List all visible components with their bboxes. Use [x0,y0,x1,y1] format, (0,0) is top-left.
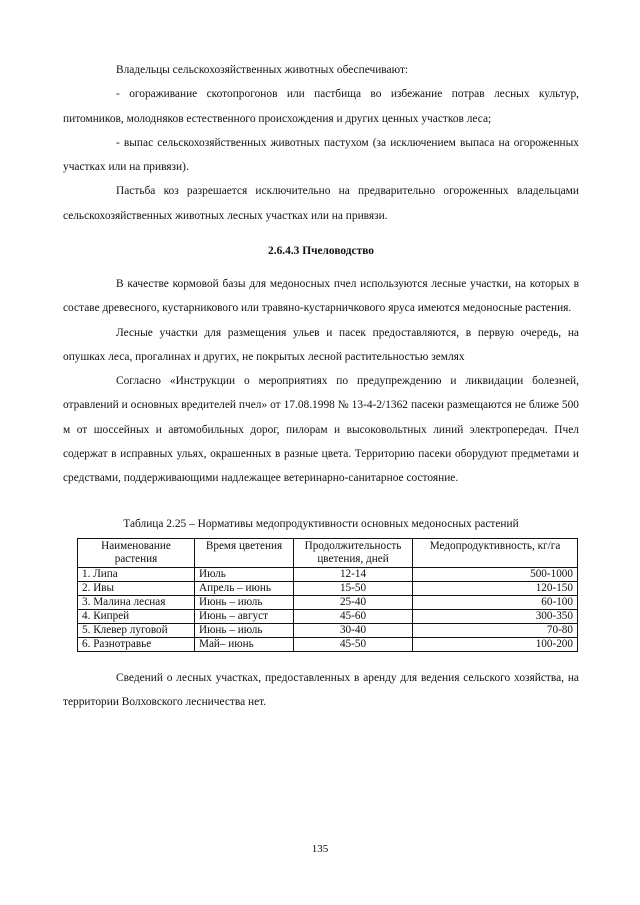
cell-bloom-duration: 12-14 [294,568,413,582]
cell-plant-name: 6. Разнотравье [78,638,195,652]
table-header-row [78,539,578,568]
cell-honey-productivity: 60-100 [413,596,578,610]
table-caption: Таблица 2.25 – Нормативы медопродуктивности основных медоносных растений [123,518,519,530]
paragraph-forage-base: В качестве кормовой базы для медоносных пчел используются лесные участки, на которых в составе древесного, кустарникового или травяно-кустарничкового яруса имеются медоносные растения. [63,278,579,315]
paragraph-instruction: Согласно «Инструкции о мероприятиях по предупреждению и ликвидации болезней, отравлений и основных вредителей пчел» от 17.08.1998 № 13-4-2/1362 пасеки размещаются не ближе 500 м от шоссейных и автомобильных дорог, пилорам и высоковольтных линий электропередач. Пчел содержат в исправных ульях, окрашенных в разные цвета. Территорию пасеки оборудуют предметами и средствами, поддерживающими надлежащее ветеринарно-санитарное состояние. [63,375,579,485]
cell-bloom-duration: 45-50 [294,638,413,652]
cell-honey-productivity: 100-200 [413,638,578,652]
table-row [78,624,578,638]
table-row [78,596,578,610]
cell-honey-productivity: 70-80 [413,624,578,638]
header-bloom-duration: Продолжительность цветения, дней [294,539,413,568]
cell-bloom-duration: 25-40 [294,596,413,610]
paragraph-goats: Пастьба коз разрешается исключительно на предварительно огороженных владельцами сельскохозяйственных животных лесных участках или на привязи. [63,185,579,222]
cell-bloom-duration: 30-40 [294,624,413,638]
cell-bloom-time: Июнь – июль [195,624,294,638]
cell-bloom-duration: 45-60 [294,610,413,624]
cell-bloom-time: Июль [195,568,294,582]
paragraph-owners-duties: Владельцы сельскохозяйственных животных обеспечивают: [116,64,409,76]
table-row [78,638,578,652]
paragraph-leased-plots: Сведений о лесных участках, предоставленных в аренду для ведения сельского хозяйства, на территории Волховского лесничества нет. [63,672,579,709]
table-row [78,582,578,596]
paragraph-herding: - выпас сельскохозяйственных животных пастухом (за исключением выпаса на огороженных участках или на привязи). [63,136,579,174]
cell-plant-name: 4. Кипрей [78,610,195,624]
paragraph-fencing: - огораживание скотопрогонов или пастбища во избежание потрав лесных культур, питомников, молодняков естественного происхождения и других ценных участков леса; [63,88,579,125]
cell-plant-name: 5. Клевер луговой [78,624,195,638]
paragraph-hive-sites: Лесные участки для размещения ульев и пасек предоставляются, в первую очередь, на опушках леса, прогалинах и других, не покрытых лесной растительностью землях [63,326,579,363]
top-text-block [63,58,579,228]
header-honey-productivity: Медопродуктивность, кг/га [413,539,578,568]
table-row [78,568,578,582]
cell-bloom-time: Апрель – июнь [195,582,294,596]
beekeeping-text-block [63,272,579,491]
honey-productivity-table [77,538,578,652]
page-number: 135 [311,843,329,855]
cell-honey-productivity: 120-150 [413,582,578,596]
cell-bloom-time: Июнь – август [195,610,294,624]
header-bloom-time: Время цветения [195,539,294,568]
table-row [78,610,578,624]
header-plant-name: Наименование растения [78,539,195,568]
cell-bloom-duration: 15-50 [294,582,413,596]
cell-bloom-time: Май– июнь [195,638,294,652]
cell-bloom-time: Июнь – июль [195,596,294,610]
cell-plant-name: 2. Ивы [78,582,195,596]
cell-plant-name: 1. Липа [78,568,195,582]
cell-plant-name: 3. Малина лесная [78,596,195,610]
cell-honey-productivity: 500-1000 [413,568,578,582]
section-heading: 2.6.4.3 Пчеловодство [268,245,374,257]
cell-honey-productivity: 300-350 [413,610,578,624]
bottom-text-block [63,666,579,715]
